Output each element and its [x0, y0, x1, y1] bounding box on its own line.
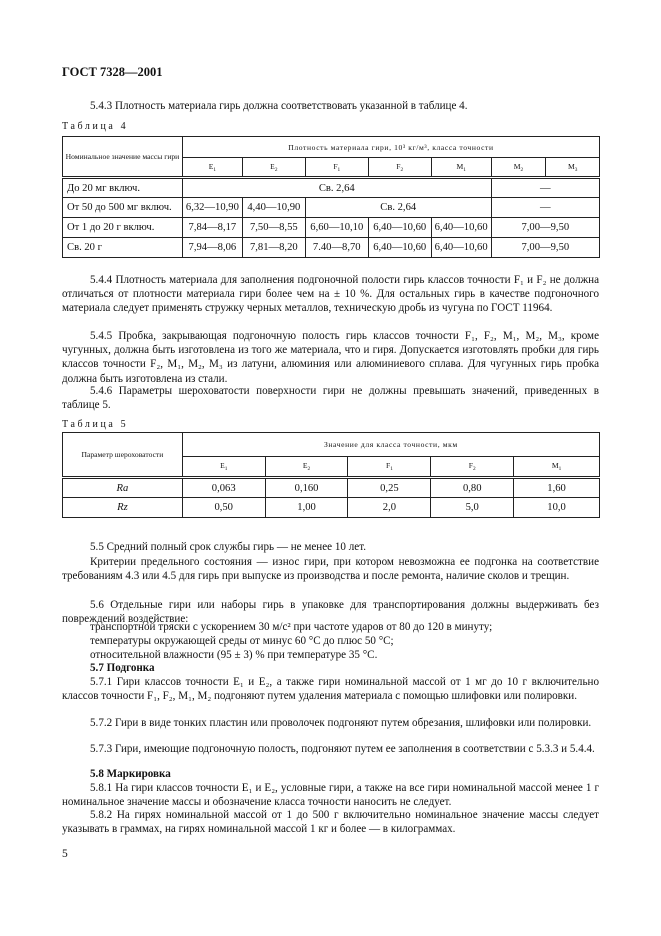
- row-label: От 50 до 500 мг включ.: [63, 198, 183, 218]
- paragraph-5-8-2: 5.8.2 На гирях номинальной массой от 1 до 500 г включительно номинальное значение массы следует указывать в граммах, на гирях номинальной массой 1 кг и более — в килограммах.: [62, 809, 599, 836]
- table4-row-header: Номинальное значение массы гири: [63, 137, 183, 178]
- row-label: Ra: [63, 478, 183, 498]
- table5-group-header: Значение для класса точности, мкм: [182, 433, 599, 457]
- table-cell: 6,40—10,60: [431, 218, 491, 238]
- table-cell: 0,25: [348, 478, 431, 498]
- table-cell: —: [491, 198, 599, 218]
- table-cell: 1,60: [514, 478, 600, 498]
- table-cell: 7,84—8,17: [182, 218, 242, 238]
- paragraph-5-6-humidity: относительной влажности (95 ± 3) % при температуре 35 °С.: [90, 649, 378, 661]
- paragraph-5-6-shaking: транспортной тряски с ускорением 30 м/с² при частоте ударов от 80 до 120 в минуту;: [90, 621, 493, 633]
- table-cell: 6,40—10,60: [431, 238, 491, 258]
- table5-class-f1: $F_1$: [348, 457, 431, 478]
- table-cell: —: [491, 178, 599, 198]
- paragraph-5-6-temperature: температуры окружающей среды от минус 60 °С до плюс 50 °С;: [90, 635, 394, 647]
- row-label: Rz: [63, 498, 183, 518]
- table4-class-e1: $E_1$: [182, 158, 242, 178]
- table5-caption: Таблица 5: [62, 419, 129, 430]
- table-cell: 6,40—10,60: [368, 218, 431, 238]
- table4-class-f1: $F_1$: [305, 158, 368, 178]
- table4-class-m1: $M_1$: [431, 158, 491, 178]
- paragraph-5-7-2: 5.7.2 Гири в виде тонких пластин или проволочек подгоняют путем обрезания, шлифовки или полировки.: [90, 717, 592, 729]
- table-cell: 5,0: [431, 498, 514, 518]
- table5-class-f2: $F_2$: [431, 457, 514, 478]
- document-header: ГОСТ 7328—2001: [62, 65, 163, 79]
- table-cell: 7,50—8,55: [242, 218, 305, 238]
- table-cell: Св. 2,64: [182, 178, 491, 198]
- table-cell: 7,00—9,50: [491, 238, 599, 258]
- table-row: [63, 478, 600, 498]
- table-4: [62, 136, 600, 258]
- paragraph-5-5-criteria: Критерии предельного состояния — износ гири, при котором невозможна ее подгонка на соответствие требованиям 4.3 или 4.5 для гирь при выпуске из производства и после ремонта, наличие сколов и трещин.: [62, 556, 599, 583]
- row-label: От 1 до 20 г включ.: [63, 218, 183, 238]
- page-number: 5: [62, 848, 68, 860]
- paragraph-5-4-4: 5.4.4 Плотность материала для заполнения подгоночной полости гирь классов точности F₁ и F₂ не должна отличаться от плотности материала гири более чем на ± 10 %. Для остальных гирь в качестве подгоночного материала следует применять стружку черных металлов, техническую дробь из чугуна по ГОСТ 11964.: [62, 274, 599, 315]
- table-cell: 7.40—8,70: [305, 238, 368, 258]
- paragraph-5-7-3: 5.7.3 Гири, имеющие подгоночную полость, подгоняют путем ее заполнения в соответствии с 5.3.3 и 5.4.4.: [90, 743, 595, 755]
- table-cell: 2,0: [348, 498, 431, 518]
- table-cell: 6,32—10,90: [182, 198, 242, 218]
- table-cell: 7,94—8,06: [182, 238, 242, 258]
- table5-class-m1: $M_1$: [514, 457, 600, 478]
- table-cell: 4,40—10,90: [242, 198, 305, 218]
- table-row: [63, 498, 600, 518]
- table-cell: 6,40—10,60: [368, 238, 431, 258]
- paragraph-5-5: 5.5 Средний полный срок службы гирь — не менее 10 лет.: [90, 541, 366, 553]
- table-cell: 0,80: [431, 478, 514, 498]
- row-label: Св. 20 г: [63, 238, 183, 258]
- paragraph-5-4-5: 5.4.5 Пробка, закрывающая подгоночную полость гирь классов точности F₁, F₂, M₁, M₂, M₃, кроме чугунных, должна быть изготовлена из того же материала, что и гиря. Допускается изготовлять пробки для гирь классов точности F₂, M₁, M₂, M₃ из латуни, алюминия или алюминиевого сплава. Для чугунных гирь пробка должна быть изготовлена из стали.: [62, 330, 599, 385]
- table-cell: 7,81—8,20: [242, 238, 305, 258]
- table5-class-e2: $E_2$: [265, 457, 348, 478]
- table4-caption: Таблица 4: [62, 121, 129, 132]
- table4-group-header: Плотность материала гири, 10³ кг/м³, класса точности: [182, 137, 599, 158]
- table5-row-header: Параметр шероховатости: [63, 433, 183, 478]
- table4-class-f2: $F_2$: [368, 158, 431, 178]
- section-5-8-heading: 5.8 Маркировка: [90, 768, 171, 780]
- table-cell: 0,50: [182, 498, 265, 518]
- paragraph-5-4-6: 5.4.6 Параметры шероховатости поверхности гири не должны превышать значений, приведенных в таблице 5.: [62, 385, 599, 412]
- table4-class-m2: $M_2$: [491, 158, 546, 178]
- table-row: [63, 218, 600, 238]
- table4-class-e2: $E_2$: [242, 158, 305, 178]
- table-row: [63, 238, 600, 258]
- table-cell: 10,0: [514, 498, 600, 518]
- table4-class-m3: $M_3$: [546, 158, 600, 178]
- table-cell: 0,160: [265, 478, 348, 498]
- paragraph-5-6: 5.6 Отдельные гири или наборы гирь в упаковке для транспортирования должны выдерживать без повреждений воздействие:: [62, 599, 599, 626]
- paragraph-5-8-1: 5.8.1 На гири классов точности E₁ и E₂, условные гири, а также на все гири номинальной массой менее 1 г номинальное значение массы и обозначение класса точности наносить не следует.: [62, 782, 599, 809]
- table-cell: 6,60—10,10: [305, 218, 368, 238]
- paragraph-5-4-3: 5.4.3 Плотность материала гирь должна соответствовать указанной в таблице 4.: [90, 100, 468, 112]
- table-cell: Св. 2,64: [305, 198, 491, 218]
- table-cell: 0,063: [182, 478, 265, 498]
- table-cell: 7,00—9,50: [491, 218, 599, 238]
- table-5: [62, 432, 600, 518]
- row-label: До 20 мг включ.: [63, 178, 183, 198]
- section-5-7-heading: 5.7 Подгонка: [90, 662, 155, 674]
- table-row: [63, 198, 600, 218]
- table-cell: 1,00: [265, 498, 348, 518]
- table5-class-e1: $E_1$: [182, 457, 265, 478]
- table-row: [63, 178, 600, 198]
- paragraph-5-7-1: 5.7.1 Гири классов точности E₁ и E₂, а также гири номинальной массой от 1 мг до 10 г включительно классов точности F₁, F₂, M₁, M₂ подгоняют путем удаления материала с помощью шлифовки или полировки.: [62, 676, 599, 703]
